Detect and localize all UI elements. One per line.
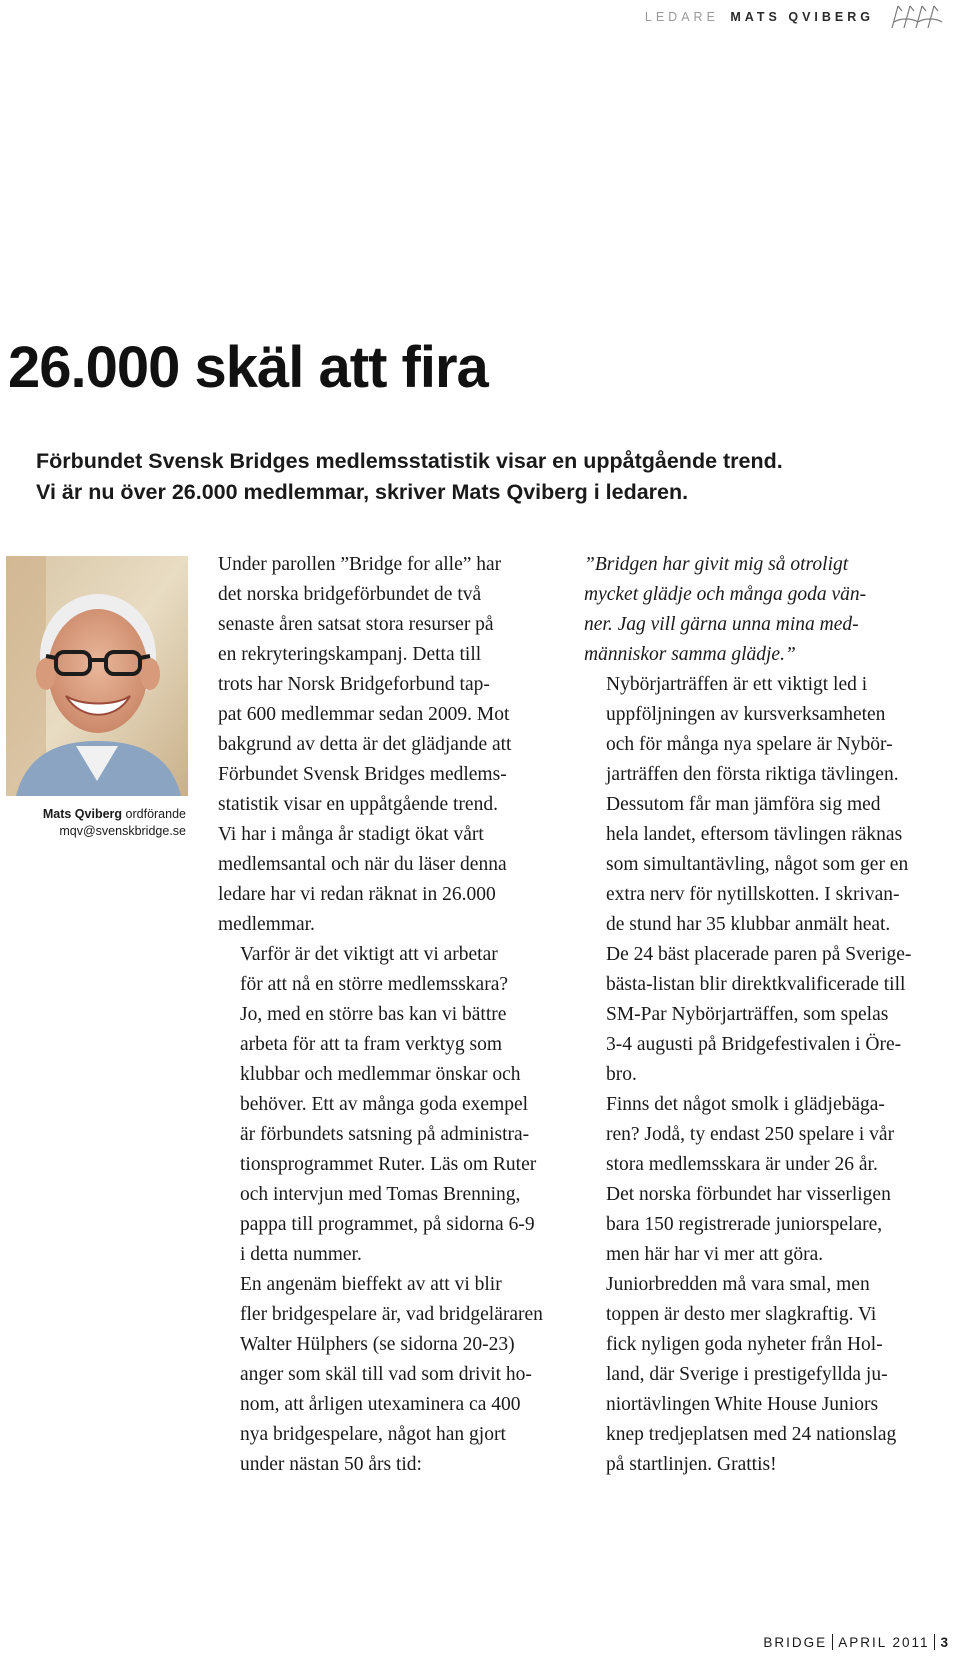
running-header [645, 9, 874, 25]
text-line: människor samma glädje.” [584, 644, 796, 665]
text-line: de stund har 35 klubbar anmält heat. [606, 914, 891, 935]
paragraph [218, 550, 560, 940]
text-line: Dessutom får man jämföra sig med [606, 794, 881, 815]
portrait-caption [6, 806, 186, 840]
text-line: Jo, med en större bas kan vi bättre [240, 1004, 507, 1025]
text-line: Under parollen ”Bridge for alle” har [218, 554, 502, 575]
page-number: 3 [940, 1635, 950, 1650]
text-line: Varför är det viktigt att vi arbetar [240, 944, 498, 965]
text-line: statistik visar en uppåtgående trend. [218, 794, 498, 815]
footer-divider [832, 1634, 833, 1650]
text-line: och för många nya spelare är Nybör- [606, 734, 893, 755]
text-line: bakgrund av detta är det glädjande att [218, 734, 512, 755]
author-portrait [6, 556, 188, 796]
text-line: De 24 bäst placerade paren på Sverige- [606, 944, 912, 965]
text-line: senaste åren satsat stora resurser på [218, 614, 494, 635]
text-line: en rekryteringskampanj. Detta till [218, 644, 482, 665]
column-right [584, 550, 934, 1480]
caption-email: mqv@svenskbridge.se [59, 824, 186, 838]
text-line: nom, att årligen utexaminera ca 400 [240, 1394, 521, 1415]
column-middle [218, 550, 560, 1480]
text-line: bara 150 registrerade juniorspelare, [606, 1214, 883, 1235]
deck-line: Förbundet Svensk Bridges medlemsstatistik visar en uppåtgående trend. [36, 449, 783, 473]
text-line: men här har vi mer att göra. [606, 1244, 824, 1265]
text-line: uppföljningen av kursverksamheten [606, 704, 886, 725]
header-author: MATS QVIBERG [730, 10, 874, 24]
text-line: Nybörjarträffen är ett viktigt led i [606, 674, 868, 695]
text-line: i detta nummer. [240, 1244, 362, 1265]
text-line: toppen är desto mer slagkraftig. Vi [606, 1304, 877, 1325]
caption-name: Mats Qviberg [42, 807, 123, 821]
text-line: 3-4 augusti på Bridgefestivalen i Öre- [606, 1034, 902, 1055]
footer-magazine: BRIDGE [763, 1635, 828, 1650]
text-line: ”Bridgen har givit mig så otroligt [584, 554, 849, 575]
paragraph [584, 1270, 934, 1480]
text-line: Juniorbredden må vara smal, men [606, 1274, 870, 1295]
text-line: på startlinjen. Grattis! [606, 1454, 777, 1475]
paragraph [584, 670, 934, 1090]
text-line: pat 600 medlemmar sedan 2009. Mot [218, 704, 510, 725]
text-line: bro. [606, 1064, 637, 1085]
footer-issue: APRIL 2011 [838, 1635, 930, 1650]
text-line: niortävlingen White House Juniors [606, 1394, 879, 1415]
text-line: behöver. Ett av många goda exempel [240, 1094, 529, 1115]
text-line: Vi har i många år stadigt ökat vårt [218, 824, 484, 845]
text-line: ner. Jag vill gärna unna mina med- [584, 614, 859, 635]
text-line: ren? Jodå, ty endast 250 spelare i vår [606, 1124, 895, 1145]
text-line: land, där Sverige i prestigefyllda ju- [606, 1364, 888, 1385]
caption-role: ordförande [125, 807, 186, 821]
header-section: LEDARE [644, 10, 719, 24]
text-line: fick nyligen goda nyheter från Hol- [606, 1334, 883, 1355]
text-line: för att nå en större medlemsskara? [240, 974, 509, 995]
text-line: Det norska förbundet har visserligen [606, 1184, 891, 1205]
text-line: mycket glädje och många goda vän- [584, 584, 867, 605]
text-line: under nästan 50 års tid: [240, 1454, 422, 1475]
text-line: anger som skäl till vad som drivit ho- [240, 1364, 532, 1385]
text-line: extra nerv för nytillskotten. I skrivan- [606, 884, 900, 905]
text-line: Finns det något smolk i glädjebäga- [606, 1094, 885, 1115]
deck-line: Vi är nu över 26.000 medlemmar, skriver Mats Qviberg i ledaren. [36, 480, 689, 504]
text-line: tionsprogrammet Ruter. Läs om Ruter [240, 1154, 537, 1175]
text-line: stora medlemsskara är under 26 år. [606, 1154, 878, 1175]
paragraph [218, 1270, 560, 1480]
text-line: fler bridgespelare är, vad bridgeläraren [240, 1304, 543, 1325]
text-line: ledare har vi redan räknat in 26.000 [218, 884, 496, 905]
text-line: En angenäm bieffekt av att vi blir [240, 1274, 502, 1295]
text-line: knep tredjeplatsen med 24 nationslag [606, 1424, 897, 1445]
text-line: hela landet, eftersom tävlingen räknas [606, 824, 903, 845]
deck [36, 446, 856, 508]
text-line: medlemmar. [218, 914, 315, 935]
text-line: det norska bridgeförbundet de två [218, 584, 482, 605]
headline: 26.000 skäl att fira [8, 335, 488, 400]
text-line: jarträffen den första riktiga tävlingen. [606, 764, 899, 785]
text-line: som simultantävling, något som ger en [606, 854, 909, 875]
text-line: nya bridgespelare, något han gjort [240, 1424, 506, 1445]
text-line: och intervjun med Tomas Brenning, [240, 1184, 521, 1205]
text-line: bästa-listan blir direktkvalificerade till [606, 974, 906, 995]
text-line: trots har Norsk Bridgeforbund tap- [218, 674, 490, 695]
text-line: Förbundet Svensk Bridges medlems- [218, 764, 507, 785]
footer-divider [934, 1634, 935, 1650]
paragraph [584, 550, 934, 670]
paragraph [584, 1090, 934, 1270]
text-line: medlemsantal och när du läser denna [218, 854, 507, 875]
text-line: arbeta för att ta fram verktyg som [240, 1034, 503, 1055]
text-line: Walter Hülphers (se sidorna 20-23) [240, 1334, 515, 1355]
paragraph [218, 940, 560, 1270]
text-line: pappa till programmet, på sidorna 6-9 [240, 1214, 535, 1235]
bridge-logo-icon [888, 2, 950, 30]
page-footer [763, 1634, 950, 1651]
text-line: är förbundets satsning på administra- [240, 1124, 530, 1145]
text-line: klubbar och medlemmar önskar och [240, 1064, 521, 1085]
text-line: SM-Par Nybörjarträffen, som spelas [606, 1004, 889, 1025]
